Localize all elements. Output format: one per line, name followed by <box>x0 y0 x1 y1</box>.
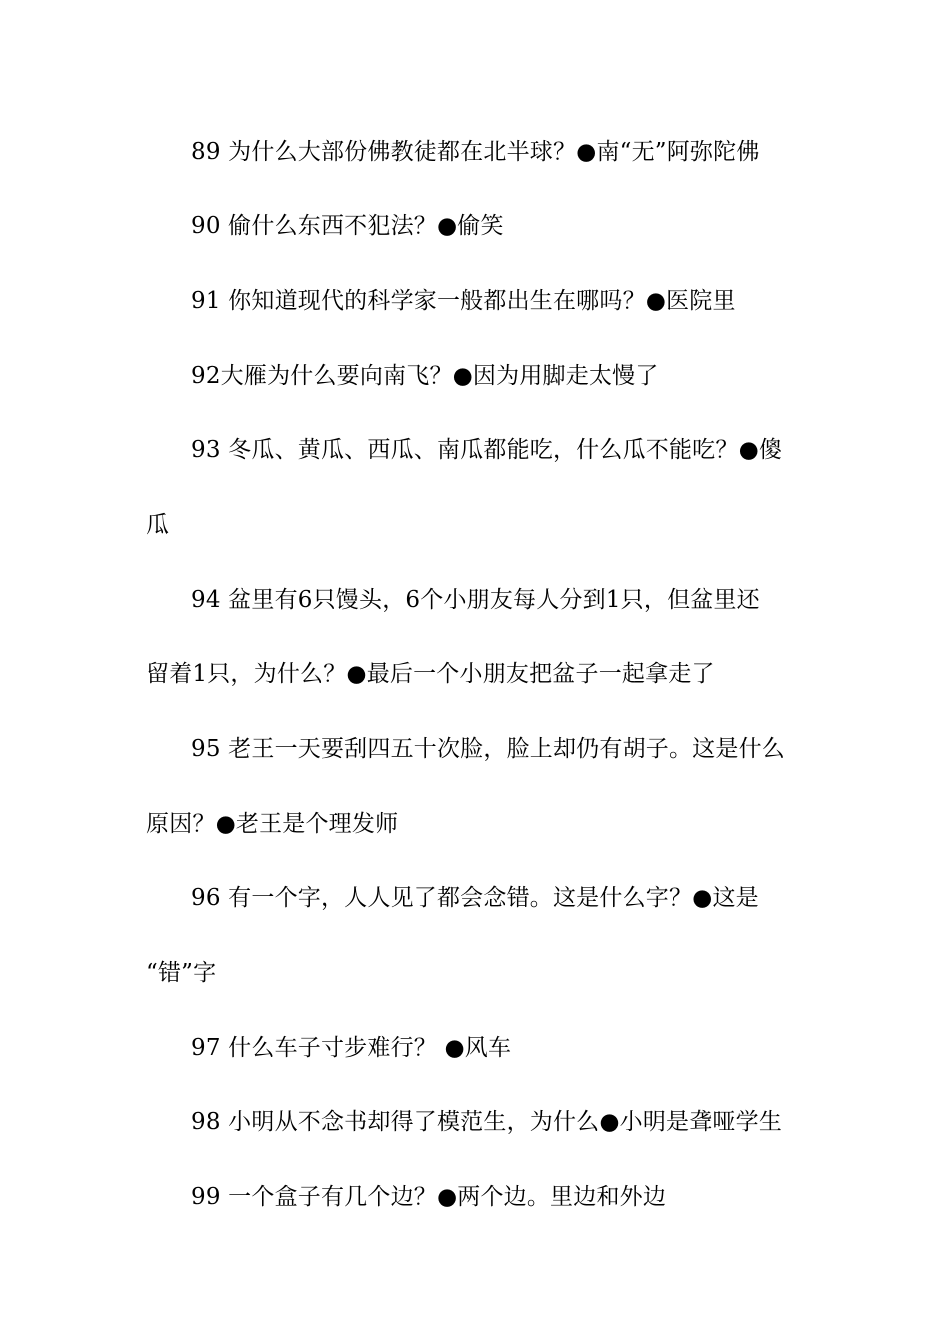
riddle-94-continued: 留着1只，为什么？●最后一个小朋友把盆子一起拿走了 <box>146 661 715 687</box>
riddle-97: 97 什么车子寸步难行？ ●风车 <box>191 1035 512 1061</box>
riddle-96-continued: “错”字 <box>146 960 217 986</box>
riddle-93-continued: 瓜 <box>146 512 170 538</box>
riddle-96: 96 有一个字，人人见了都会念错。这是什么字？●这是 <box>191 885 759 911</box>
riddle-95: 95 老王一天要刮四五十次脸，脸上却仍有胡子。这是什么 <box>191 736 785 762</box>
riddle-94: 94 盆里有6只馒头，6个小朋友每人分到1只，但盆里还 <box>191 587 760 613</box>
riddle-93: 93 冬瓜、黄瓜、西瓜、南瓜都能吃，什么瓜不能吃？●傻 <box>191 437 783 463</box>
riddle-91: 91 你知道现代的科学家一般都出生在哪吗？●医院里 <box>191 288 736 314</box>
riddle-99: 99 一个盒子有几个边？●两个边。里边和外边 <box>191 1184 667 1210</box>
riddle-95-continued: 原因？●老王是个理发师 <box>146 811 399 837</box>
riddle-89: 89 为什么大部份佛教徒都在北半球？●南“无”阿弥陀佛 <box>191 139 760 165</box>
riddle-92: 92大雁为什么要向南飞？●因为用脚走太慢了 <box>191 363 659 389</box>
riddle-98: 98 小明从不念书却得了模范生，为什么●小明是聋哑学生 <box>191 1109 783 1135</box>
riddle-90: 90 偷什么东西不犯法？●偷笑 <box>191 213 504 239</box>
